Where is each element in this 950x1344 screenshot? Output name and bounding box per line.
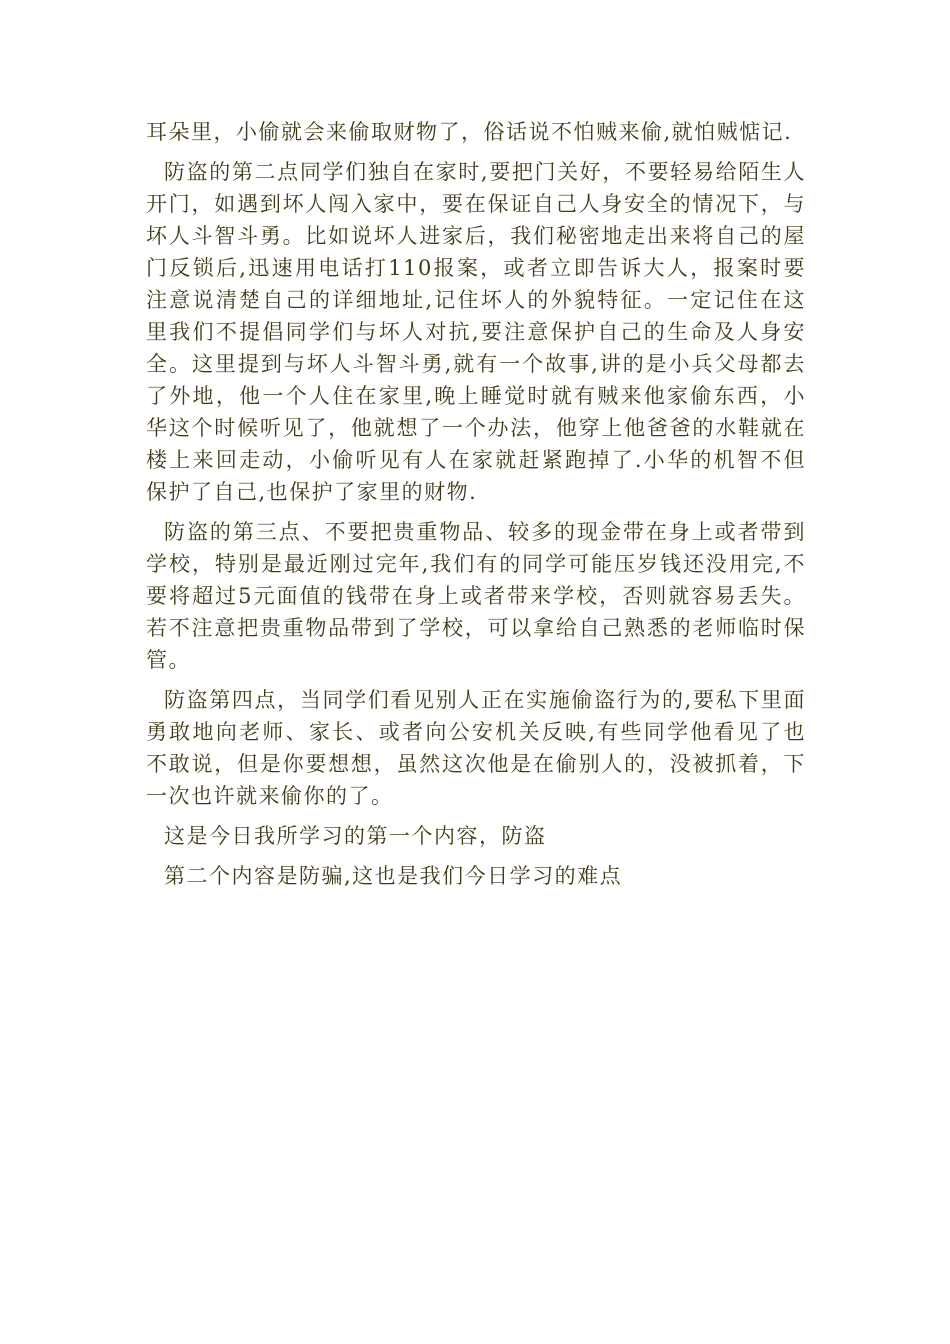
paragraph-2: 防盗的第二点同学们独自在家时,要把门关好，不要轻易给陌生人开门，如遇到坏人闯入家中，要在保证自己人身安全的情况下，与坏人斗智斗勇。比如说坏人进家后，我们秘密地走出来将自己的屋门反锁后,迅速用电话打110报案，或者立即告诉大人，报案时要注意说清楚自己的详细地址,记住坏人的外貌特征。一定记住在这里我们不提倡同学们与坏人对抗,要注意保护自己的生命及人身安全。这里提到与坏人斗智斗勇,就有一个故事,讲的是小兵父母都去了外地，他一个人住在家里,晚上睡觉时就有贼来他家偷东西，小华这个时候听见了，他就想了一个办法，他穿上他爸爸的水鞋就在楼上来回走动，小偷听见有人在家就赶紧跑掉了.小华的机智不但保护了自己,也保护了家里的财物. xyxy=(146,160,806,504)
paragraph-3: 防盗的第三点、不要把贵重物品、较多的现金带在身上或者带到学校，特别是最近刚过完年,我们有的同学可能压岁钱还没用完,不要将超过5元面值的钱带在身上或者带来学校，否则就容易丢失。若不注意把贵重物品带到了学校，可以拿给自己熟悉的老师临时保管。 xyxy=(146,520,806,672)
document-body xyxy=(146,116,806,900)
paragraph-4: 防盗第四点，当同学们看见别人正在实施偷盗行为的,要私下里面勇敢地向老师、家长、或者向公安机关反映,有些同学他看见了也不敢说，但是你要想想，虽然这次他是在偷别人的，没被抓着，下一次也许就来偷你的了。 xyxy=(146,688,806,808)
paragraph-5: 这是今日我所学习的第一个内容，防盗 xyxy=(164,824,547,848)
paragraph-1: 耳朵里，小偷就会来偷取财物了，俗话说不怕贼来偷,就怕贼惦记. xyxy=(146,120,793,144)
paragraph-6: 第二个内容是防骗,这也是我们今日学习的难点 xyxy=(164,864,623,888)
